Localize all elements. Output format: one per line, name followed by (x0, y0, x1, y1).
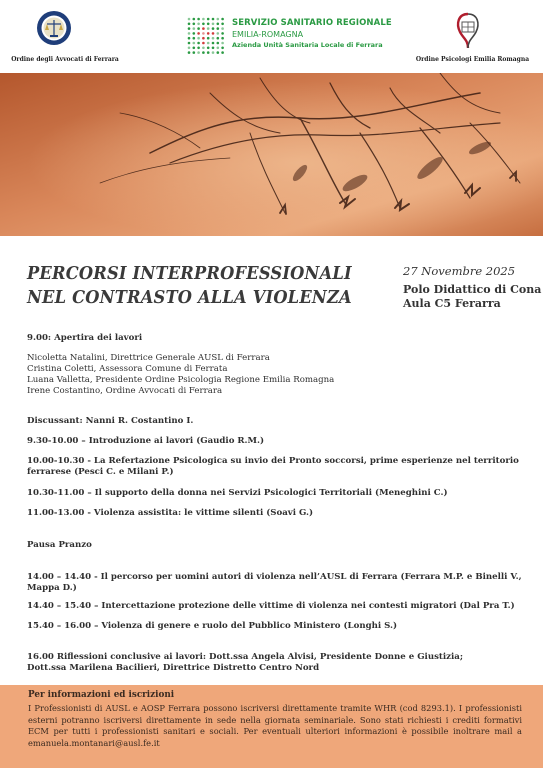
ssr-grid-dot (212, 32, 215, 35)
ssr-grid-dot (212, 51, 215, 54)
ssr-grid-dot (193, 51, 196, 54)
ssr-grid-dot (207, 23, 210, 26)
ssr-grid-dot (221, 27, 224, 30)
ssr-grid-dot (221, 18, 224, 21)
session-uomini-autori-line1: 14.00 – 14.40 - Il percorso per uomini autori di violenza nell’AUSL di Ferrara (Ferrara M.P. e Binelli V., (27, 572, 522, 582)
ssr-grid-dot (212, 27, 215, 30)
ssr-grid-dot (193, 37, 196, 40)
ssr-region: EMILIA-ROMAGNA (232, 30, 304, 39)
ssr-grid-dot (207, 27, 210, 30)
event-venue: Polo Didattico di Cona (403, 283, 542, 296)
ssr-grid-dot (221, 42, 224, 45)
session-supporto-donna: 10.30-11.00 – Il supporto della donna nei Servizi Psicologici Territoriali (Meneghini C.) (27, 488, 448, 498)
avvocati-seal-logo (36, 10, 72, 46)
ssr-grid-dot (202, 42, 205, 45)
ssr-grid-dot (221, 47, 224, 50)
ssr-grid-dot (221, 37, 224, 40)
ssr-title: SERVIZIO SANITARIO REGIONALE (232, 18, 392, 28)
info-title: Per informazioni ed iscrizioni (28, 690, 175, 700)
avvocati-caption: Ordine degli Avvocati di Ferrara (11, 56, 119, 63)
ssr-grid-dot (202, 47, 205, 50)
ssr-grid-dot (202, 51, 205, 54)
ssr-ausl: Azienda Unità Sanitaria Locale di Ferrara (232, 41, 383, 49)
ssr-grid-dot (217, 18, 220, 21)
event-title-line2: NEL CONTRASTO ALLA VIOLENZA (27, 288, 352, 308)
greeting-natalini: Nicoletta Natalini, Direttrice Generale AUSL di Ferrara (27, 353, 270, 363)
event-title-line1: PERCORSI INTERPROFESSIONALI (27, 264, 352, 284)
ssr-dot-grid-logo (186, 16, 226, 56)
session-riflessioni-line1: 16.00 Riflessioni conclusive ai lavori: Dott.ssa Angela Alvisi, Presidente Donne e Giustizia; (27, 652, 464, 662)
program-lunch-break: Pausa Pranzo (27, 540, 92, 550)
ssr-grid-dot (212, 47, 215, 50)
event-room: Aula C5 Ferarra (403, 297, 501, 310)
info-text: I Professionisti di AUSL e AOSP Ferrara possono iscriversi direttamente tramite WHR (cod 8293.1). I professionisti esterni potranno iscriversi direttamente in sede nella giornata seminariale. Sono stati richiesti i crediti formativi ECM per tutti i professionisti sanitari e sociali. Per eventuali ulteriori informazioni è possibile inoltrare mail a emanuela.montanari@ausl.fe.it (28, 703, 522, 748)
ssr-grid-dot (197, 27, 200, 30)
program-discussant: Discussant: Nanni R. Costantino I. (27, 416, 194, 426)
ssr-grid-dot (207, 42, 210, 45)
ssr-grid-dot (207, 32, 210, 35)
event-date: 27 Novembre 2025 (403, 264, 516, 278)
ssr-grid-dot (217, 37, 220, 40)
info-panel (0, 685, 543, 768)
ssr-grid-dot (193, 23, 196, 26)
ssr-grid-dot (217, 27, 220, 30)
ssr-grid-dot (217, 32, 220, 35)
event-title (27, 262, 371, 310)
ssr-grid-dot (202, 37, 205, 40)
session-violenza-assistita: 11.00-13.00 - Violenza assistita: le vittime silenti (Soavi G.) (27, 508, 314, 518)
ssr-grid-dot (193, 42, 196, 45)
ssr-grid-dot (188, 51, 191, 54)
ssr-grid-dot (188, 47, 191, 50)
session-contesti-migratori: 14.40 – 15.40 – Intercettazione protezione delle vittime di violenza nei contesti migratori (Dal Pra T.) (27, 601, 515, 611)
psicologi-caption: Ordine Psicologi Emilia Romagna (415, 56, 530, 63)
ssr-grid-dot (217, 23, 220, 26)
session-refertazione-line2: ferrarese (Pesci C. e Milani P.) (27, 467, 174, 477)
ssr-grid-dot (217, 42, 220, 45)
ssr-grid-dot (188, 27, 191, 30)
ssr-grid-dot (217, 51, 220, 54)
ssr-grid-dot (202, 32, 205, 35)
ssr-grid-dot (197, 47, 200, 50)
greeting-costantino: Irene Costantino, Ordine Avvocati di Ferrara (27, 386, 223, 396)
ssr-grid-dot (193, 32, 196, 35)
session-pubblico-ministero: 15.40 – 16.00 – Violenza di genere e ruolo del Pubblico Ministero (Longhi S.) (27, 621, 398, 631)
ssr-grid-dot (197, 18, 200, 21)
program-opening: 9.00: Apertira dei lavori (27, 333, 143, 343)
ssr-grid-dot (212, 23, 215, 26)
ssr-grid-dot (221, 51, 224, 54)
session-introduction: 9.30-10.00 – Introduzione ai lavori (Gaudio R.M.) (27, 436, 265, 446)
ssr-grid-dot (188, 18, 191, 21)
ssr-grid-dot (188, 32, 191, 35)
artwork-banner-image (0, 73, 543, 236)
session-refertazione-line1: 10.00-10.30 - La Refertazione Psicologica su invio dei Pronto soccorsi, prime esperienze nel territorio (27, 456, 519, 466)
ssr-grid-dot (221, 32, 224, 35)
ssr-grid-dot (197, 32, 200, 35)
ssr-grid-dot (212, 37, 215, 40)
session-riflessioni-line2: Dott.ssa Marilena Bacilieri, Direttrice Distretto Centro Nord (27, 663, 320, 673)
ssr-grid-dot (212, 18, 215, 21)
ssr-grid-dot (217, 47, 220, 50)
ssr-grid-dot (202, 23, 205, 26)
session-uomini-autori-line2: Mappa D.) (27, 583, 77, 593)
ssr-grid-dot (197, 42, 200, 45)
ssr-grid-dot (207, 37, 210, 40)
ssr-grid-dot (197, 23, 200, 26)
ssr-grid-dot (188, 37, 191, 40)
ssr-grid-dot (193, 18, 196, 21)
ssr-grid-dot (207, 51, 210, 54)
page-header (0, 0, 543, 73)
ssr-grid-dot (197, 37, 200, 40)
greeting-coletti: Cristina Coletti, Assessora Comune di Ferrata (27, 364, 228, 374)
ssr-grid-dot (188, 23, 191, 26)
greeting-valletta: Luana Valletta, Presidente Ordine Psicologia Regione Emilia Romagna (27, 375, 335, 385)
psicologi-logo (448, 10, 488, 52)
ssr-grid-dot (202, 27, 205, 30)
ssr-grid-dot (212, 42, 215, 45)
ssr-grid-dot (188, 42, 191, 45)
ssr-grid-dot (207, 18, 210, 21)
ssr-grid-dot (221, 23, 224, 26)
ssr-grid-dot (193, 27, 196, 30)
ssr-grid-dot (197, 51, 200, 54)
ssr-grid-dot (207, 47, 210, 50)
ssr-grid-dot (202, 18, 205, 21)
ssr-grid-dot (193, 47, 196, 50)
